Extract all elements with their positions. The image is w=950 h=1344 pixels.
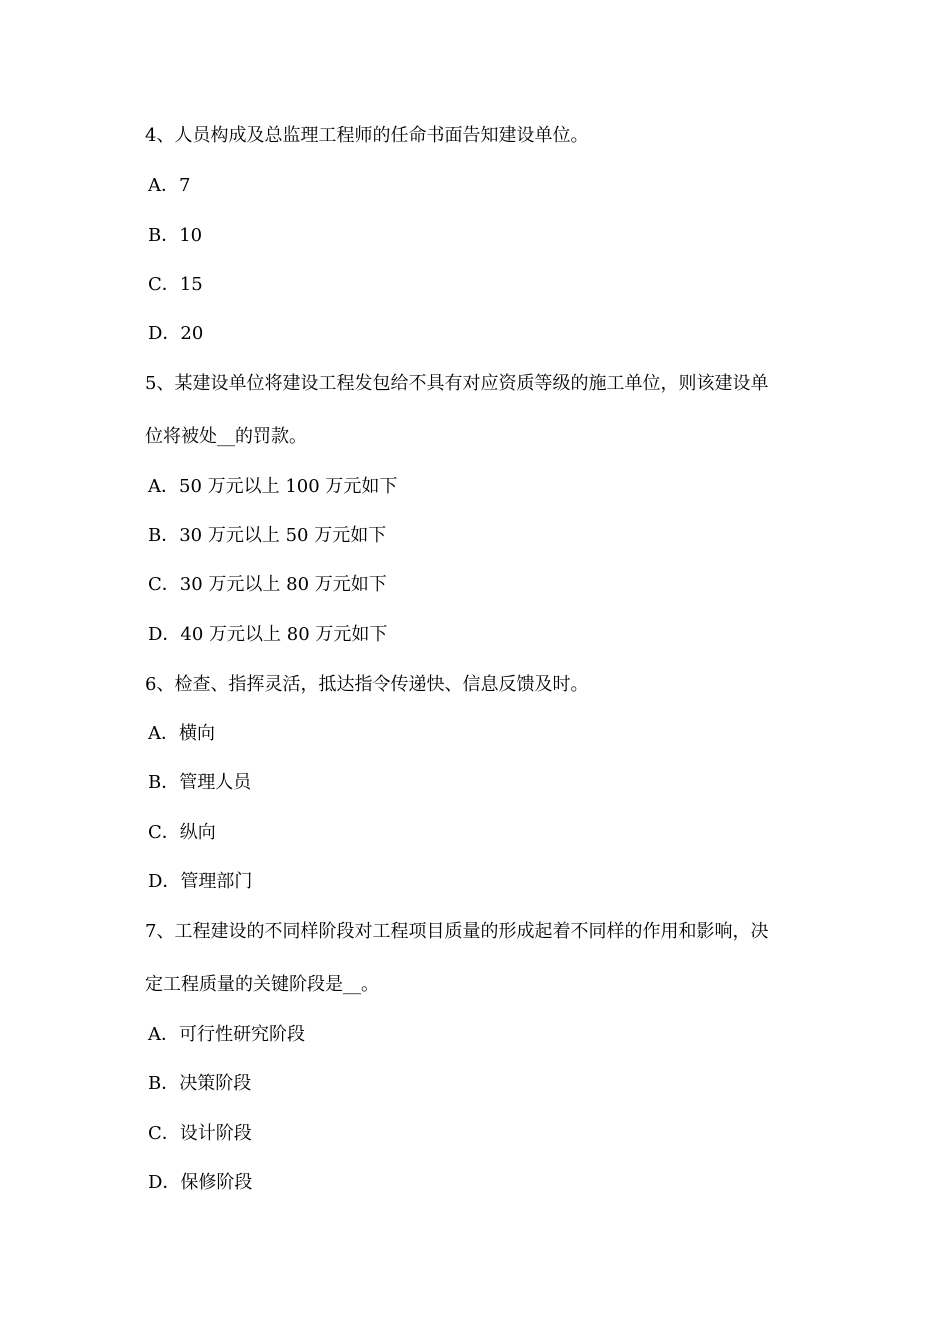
question-5-option-d: D．40 万元以上 80 万元如下 — [148, 624, 388, 645]
question-7-text-line-2: 定工程质量的关键阶段是__。 — [145, 974, 379, 995]
question-5-option-c: C．30 万元以上 80 万元如下 — [148, 574, 387, 595]
question-4-option-d: D．20 — [148, 323, 204, 344]
question-5-text-line-1: 5、某建设单位将建设工程发包给不具有对应资质等级的施工单位，则该建设单 — [145, 373, 769, 394]
question-6-option-d: D．管理部门 — [148, 871, 253, 892]
question-6-option-a: A．横向 — [148, 723, 215, 744]
question-7-option-c: C．设计阶段 — [148, 1123, 252, 1144]
question-4-option-a: A．7 — [148, 175, 191, 196]
question-7-option-d: D．保修阶段 — [148, 1172, 253, 1193]
question-6-option-c: C．纵向 — [148, 822, 216, 843]
question-4-text: 4、人员构成及总监理工程师的任命书面告知建设单位。 — [145, 125, 589, 146]
question-6-text: 6、检查、指挥灵活，抵达指令传递快、信息反馈及时。 — [145, 674, 589, 695]
question-7-option-b: B．决策阶段 — [148, 1073, 252, 1094]
question-5-option-b: B．30 万元以上 50 万元如下 — [148, 525, 387, 546]
question-4-option-b: B．10 — [148, 225, 203, 246]
question-7-text-line-1: 7、工程建设的不同样阶段对工程项目质量的形成起着不同样的作用和影响，决 — [145, 921, 769, 942]
question-5-text-line-2: 位将被处__的罚款。 — [145, 426, 307, 447]
question-5-option-a: A．50 万元以上 100 万元如下 — [148, 476, 398, 497]
question-7-option-a: A．可行性研究阶段 — [148, 1024, 305, 1045]
question-6-option-b: B．管理人员 — [148, 772, 252, 793]
question-4-option-c: C．15 — [148, 274, 203, 295]
